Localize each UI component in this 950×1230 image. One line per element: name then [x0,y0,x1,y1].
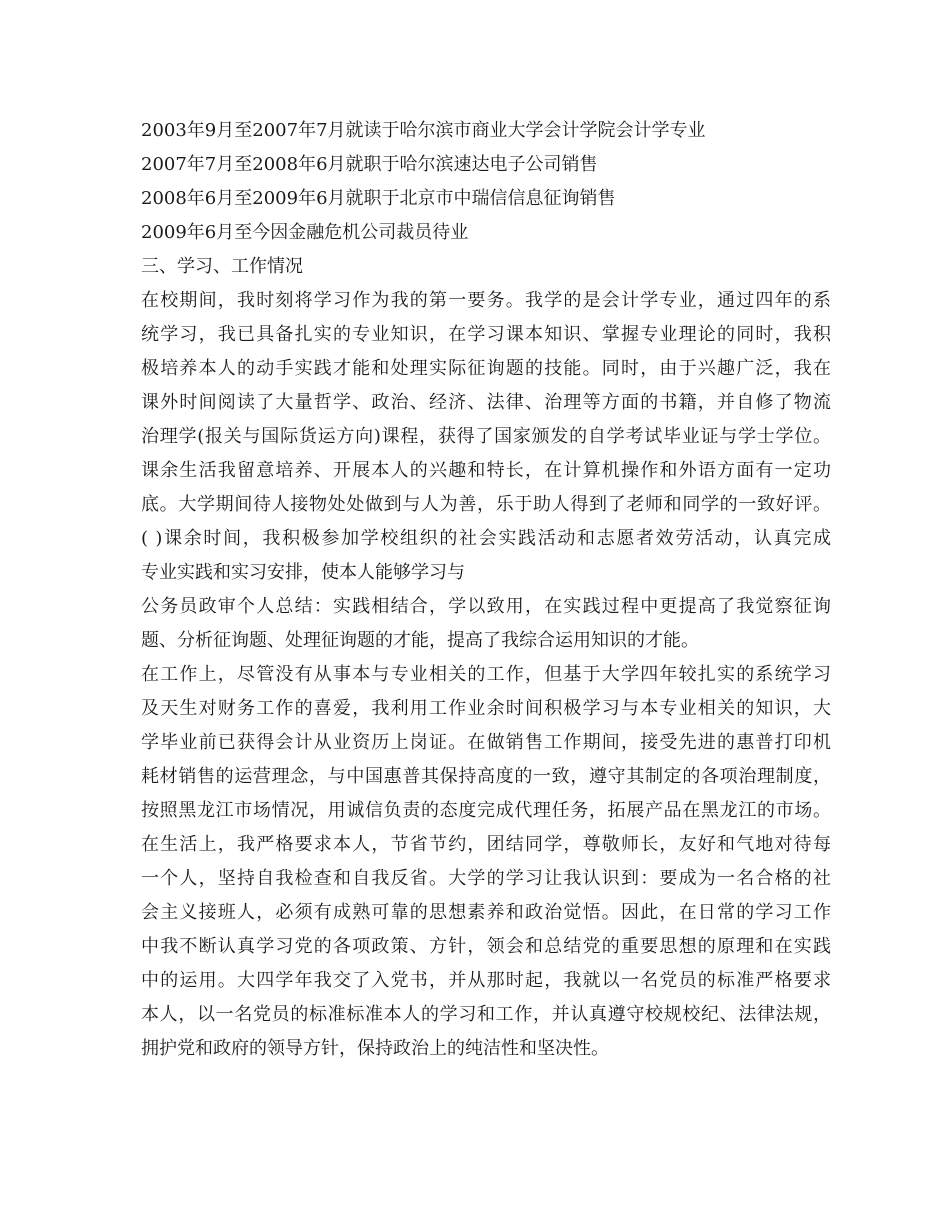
text-line: 拥护党和政府的领导方针，保持政治上的纯洁性和坚决性。 [141,1038,609,1059]
text-line: 会主义接班人，必须有成熟可靠的思想素养和政治觉悟。因此，在日常的学习工作 [141,902,831,923]
text-line: 题、分析征询题、处理征询题的才能，提高了我综合运用知识的才能。 [141,630,699,651]
text-line: 一个人，坚持自我检查和自我反省。大学的学习让我认识到：要成为一名合格的社 [141,868,831,889]
text-line: 在工作上，尽管没有从事本与专业相关的工作，但基于大学四年较扎实的系统学习 [141,664,831,685]
text-line: 学毕业前已获得会计从业资历上岗证。在做销售工作期间，接受先进的惠普打印机 [141,732,831,753]
text-line: 统学习，我已具备扎实的专业知识，在学习课本知识、掌握专业理论的同时，我积 [141,324,831,345]
text-line: 治理学(报关与国际货运方向)课程，获得了国家颁发的自学考试毕业证与学士学位。 [141,426,831,447]
text-line: 中我不断认真学习党的各项政策、方针，领会和总结党的重要思想的原理和在实践 [141,936,831,957]
text-line: 底。大学期间待人接物处处做到与人为善，乐于助人得到了老师和同学的一致好评。 [141,494,831,515]
text-line: 在校期间，我时刻将学习作为我的第一要务。我学的是会计学专业，通过四年的系 [141,290,831,311]
text-line: 极培养本人的动手实践才能和处理实际征询题的技能。同时，由于兴趣广泛，我在 [141,358,831,379]
text-line: 耗材销售的运营理念，与中国惠普其保持高度的一致，遵守其制定的各项治理制度， [141,766,831,787]
text-line: 2008年6月至2009年6月就职于北京市中瑞信信息征询销售 [141,188,616,209]
text-line: 专业实践和实习安排，使本人能够学习与 [141,562,465,583]
text-line: 在生活上，我严格要求本人，节省节约，团结同学，尊敬师长，友好和气地对待每 [141,834,831,855]
text-line: ( )课余时间，我积极参加学校组织的社会实践活动和志愿者效劳活动，认真完成 [141,528,831,549]
text-line: 及天生对财务工作的喜爱，我利用工作业余时间积极学习与本专业相关的知识，大 [141,698,831,719]
text-line: 本人，以一名党员的标准标准本人的学习和工作，并认真遵守校规校纪、法律法规， [141,1004,831,1025]
text-line: 按照黑龙江市场情况，用诚信负责的态度完成代理任务，拓展产品在黑龙江的市场。 [141,800,831,821]
text-line: 课外时间阅读了大量哲学、政治、经济、法律、治理等方面的书籍，并自修了物流 [141,392,831,413]
text-line: 2007年7月至2008年6月就职于哈尔滨速达电子公司销售 [141,154,598,175]
section-heading: 三、学习、工作情况 [141,256,303,277]
text-line: 公务员政审个人总结：实践相结合，学以致用，在实践过程中更提高了我觉察征询 [141,596,831,617]
text-line: 2003年9月至2007年7月就读于哈尔滨市商业大学会计学院会计学专业 [141,120,706,141]
text-line: 2009年6月至今因金融危机公司裁员待业 [141,222,469,243]
document-body [141,114,831,1066]
text-line: 中的运用。大四学年我交了入党书，并从那时起，我就以一名党员的标准严格要求 [141,970,831,991]
text-line: 课余生活我留意培养、开展本人的兴趣和特长，在计算机操作和外语方面有一定功 [141,460,831,481]
